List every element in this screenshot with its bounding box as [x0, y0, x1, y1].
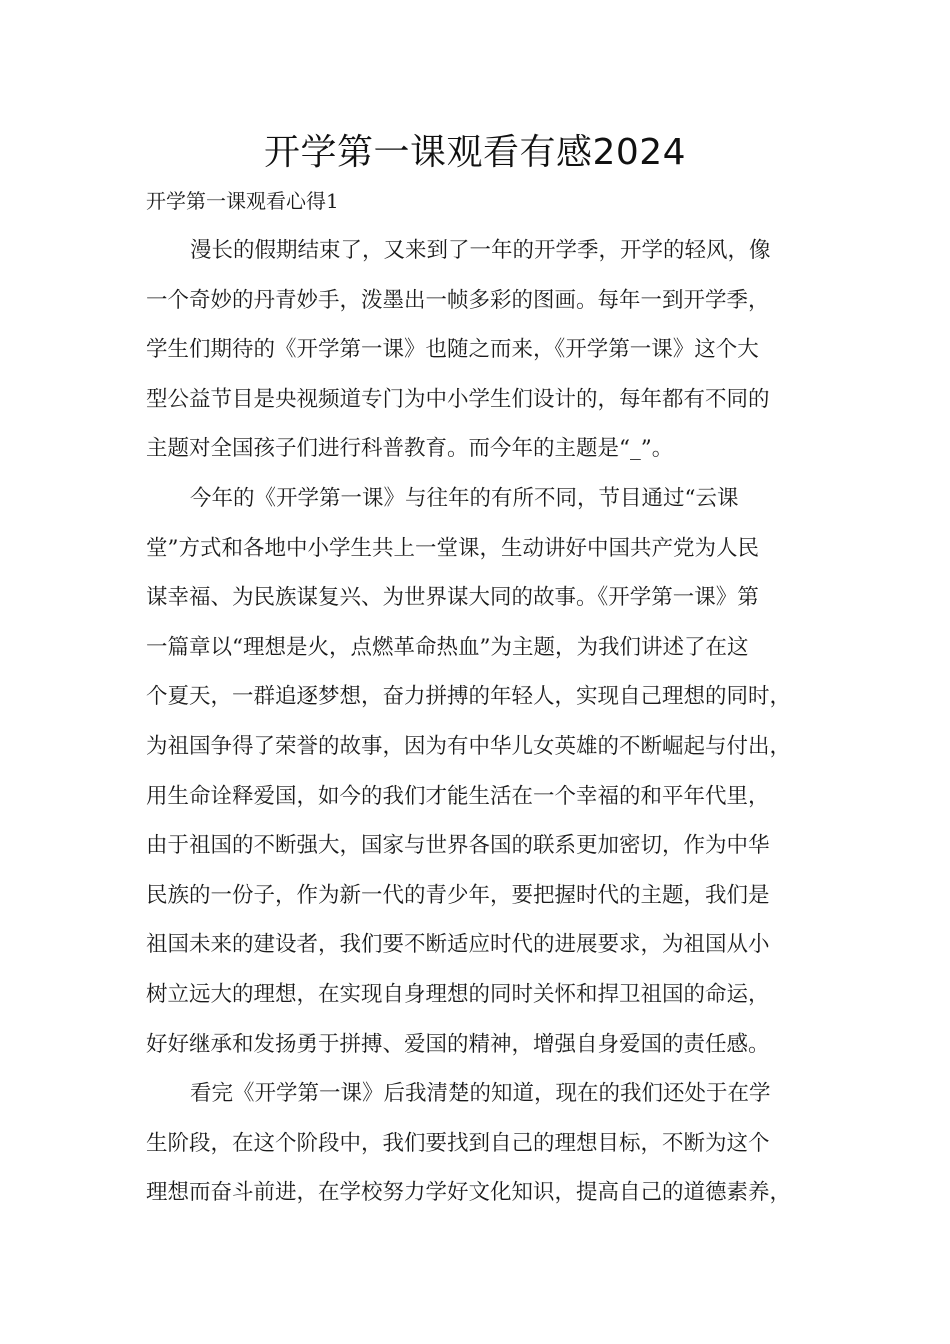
paragraph-line: 民族的一份子，作为新一代的青少年，要把握时代的主题，我们是 — [146, 882, 770, 908]
paragraph-line: 树立远大的理想，在实现自身理想的同时关怀和捍卫祖国的命运， — [146, 981, 770, 1007]
paragraph-line: 主题对全国孩子们进行科普教育。而今年的主题是“_”。 — [146, 436, 674, 462]
paragraph-line: 为祖国争得了荣誉的故事，因为有中华儿女英雄的不断崛起与付出， — [146, 733, 792, 759]
paragraph-line: 学生们期待的《开学第一课》也随之而来，《开学第一课》这个大 — [146, 337, 759, 363]
paragraph-line: 生阶段，在这个阶段中，我们要找到自己的理想目标，不断为这个 — [146, 1130, 770, 1156]
section-subtitle: 开学第一课观看心得1 — [146, 189, 339, 213]
paragraph-line: 堂”方式和各地中小学生共上一堂课，生动讲好中国共产党为人民 — [146, 535, 759, 561]
paragraph-line: 一个奇妙的丹青妙手，泼墨出一帧多彩的图画。每年一到开学季， — [146, 287, 770, 313]
paragraph-line: 好好继承和发扬勇于拼搏、爱国的精神，增强自身爱国的责任感。 — [146, 1031, 770, 1057]
paragraph-line: 型公益节目是央视频道专门为中小学生们设计的，每年都有不同的 — [146, 386, 770, 412]
paragraph-line: 个夏天，一群追逐梦想，奋力拼搏的年轻人，实现自己理想的同时， — [146, 684, 792, 710]
body-text — [146, 232, 826, 1224]
paragraph-line: 谋幸福、为民族谋复兴、为世界谋大同的故事。《开学第一课》第 — [146, 585, 759, 611]
paragraph-line: 由于祖国的不断强大，国家与世界各国的联系更加密切，作为中华 — [146, 833, 770, 859]
paragraph-line: 一篇章以“理想是火，点燃革命热血”为主题，为我们讲述了在这 — [146, 634, 749, 660]
paragraph-line: 今年的《开学第一课》与往年的有所不同，节目通过“云课 — [190, 485, 739, 511]
paragraph-line: 用生命诠释爱国，如今的我们才能生活在一个幸福的和平年代里， — [146, 783, 770, 809]
paragraph-line: 祖国未来的建设者，我们要不断适应时代的进展要求，为祖国从小 — [146, 932, 770, 958]
paragraph-line: 漫长的假期结束了，又来到了一年的开学季，开学的轻风，像 — [190, 238, 771, 263]
paragraph-line: 看完《开学第一课》后我清楚的知道，现在的我们还处于在学 — [190, 1081, 771, 1107]
paragraph-line: 理想而奋斗前进，在学校努力学好文化知识，提高自己的道德素养， — [146, 1180, 792, 1206]
document-title: 开学第一课观看有感2024 — [263, 132, 687, 173]
